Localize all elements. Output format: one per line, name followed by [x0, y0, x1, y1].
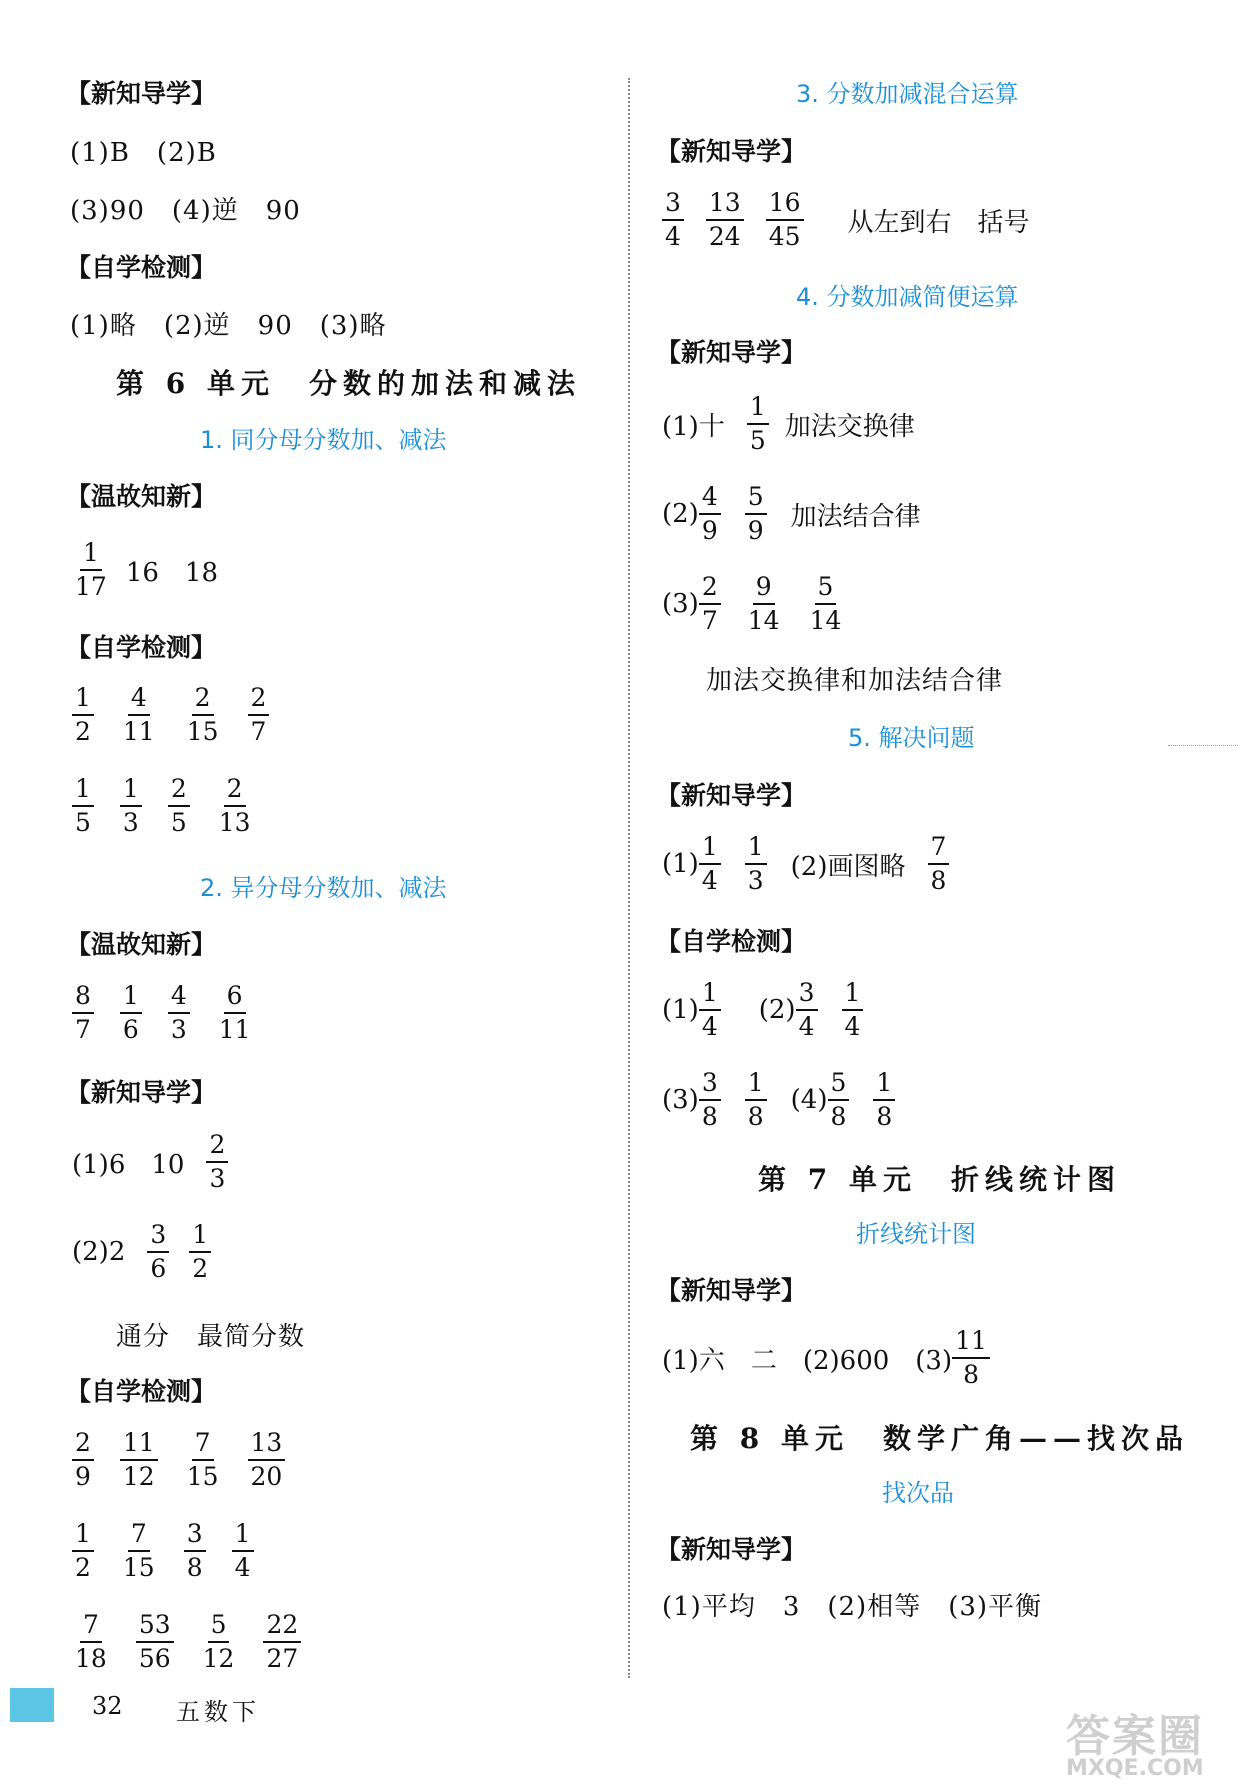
- lesson-title: 5. 解决问题: [848, 724, 975, 752]
- fraction: $\frac{2}{13}$: [218, 774, 251, 838]
- lesson-title: 1. 同分母分数加、减法: [200, 426, 447, 454]
- fraction: $\frac{13}{24}$: [706, 190, 744, 251]
- fraction: $\frac{1}{4}$: [842, 980, 864, 1041]
- answer-line: [72, 1222, 231, 1283]
- answer-line: (1)平均 3 (2)相等 (3)平衡: [662, 1592, 1043, 1622]
- section-header: 【新知导学】: [656, 781, 807, 810]
- answer-line: (3)90 (4)逆 90: [70, 196, 301, 226]
- fraction-row: [72, 983, 280, 1044]
- lesson-title: 3. 分数加减混合运算: [796, 80, 1019, 108]
- column-divider: [628, 78, 630, 1678]
- answer-text: (2): [662, 499, 699, 530]
- answer-text: (2): [758, 995, 796, 1026]
- fraction-row: [72, 1430, 311, 1491]
- fraction: $\frac{3}{4}$: [796, 980, 818, 1041]
- fraction: $\frac{4}{9}$: [699, 484, 721, 545]
- fraction: $\frac{2}{5}$: [168, 776, 190, 837]
- fraction: $\frac{11}{8}$: [952, 1328, 990, 1389]
- answer-line: [662, 834, 965, 895]
- fraction: $\frac{1}{2}$: [189, 1222, 211, 1283]
- unit-title: 第 6 单元 分数的加法和减法: [116, 367, 581, 400]
- fraction: $\frac{7}{8}$: [928, 834, 950, 895]
- fraction: $\frac{2}{3}$: [206, 1132, 228, 1193]
- fraction: $\frac{7}{15}$: [122, 1519, 155, 1583]
- fraction: $\frac{5}{12}$: [202, 1610, 235, 1674]
- fraction: $\frac{2}{9}$: [72, 1430, 94, 1491]
- fraction: $\frac{1}{2}$: [72, 1521, 94, 1582]
- answer-text: (1)六 二 (2)600 (3): [662, 1345, 953, 1376]
- section-header: 【自学检测】: [656, 927, 807, 956]
- answer-text: (4): [790, 1085, 828, 1116]
- fraction: $\frac{16}{45}$: [766, 190, 804, 251]
- fraction-row: [72, 1521, 280, 1582]
- fraction: $\frac{1}{5}$: [747, 394, 769, 455]
- fraction: $\frac{3}{6}$: [147, 1222, 169, 1283]
- section-header: 【新知导学】: [656, 338, 807, 367]
- section-header: 【自学检测】: [66, 633, 217, 662]
- answer-text: (1)十: [662, 411, 725, 442]
- answer-text: 从左到右 括号: [847, 207, 1030, 238]
- fraction: $\frac{2}{15}$: [186, 683, 219, 747]
- answer-line: [662, 1070, 919, 1131]
- fraction: $\frac{3}{4}$: [662, 190, 684, 251]
- section-header: 【新知导学】: [66, 79, 217, 108]
- answer-line: [662, 484, 921, 545]
- section-header: 【自学检测】: [66, 253, 217, 282]
- section-header: 【新知导学】: [66, 1078, 217, 1107]
- fraction-row: [72, 1612, 327, 1673]
- fraction-row: [72, 776, 280, 837]
- unit-title: 第 8 单元 数学广角——找次品: [690, 1422, 1189, 1455]
- section-header: 【温故知新】: [66, 930, 217, 959]
- answer-line: 加法交换律和加法结合律: [706, 666, 1004, 696]
- fraction: $\frac{9}{14}$: [747, 572, 780, 636]
- answer-line: [72, 540, 218, 601]
- fraction: $\frac{3}{8}$: [184, 1521, 206, 1582]
- lesson-title: 找次品: [882, 1479, 954, 1507]
- fraction: $\frac{3}{8}$: [699, 1070, 721, 1131]
- watermark-url: MXQE.COM: [1066, 1756, 1204, 1781]
- answer-text: 加法交换律: [784, 411, 915, 442]
- answer-text: (1)6 10: [72, 1149, 185, 1180]
- fraction: $\frac{5}{14}$: [809, 572, 842, 636]
- answer-line: [662, 980, 887, 1041]
- section-header: 【新知导学】: [656, 137, 807, 166]
- fraction: $\frac{11}{12}$: [120, 1430, 158, 1491]
- fraction: $\frac{1}{4}$: [232, 1521, 254, 1582]
- fraction: $\frac{8}{7}$: [72, 983, 94, 1044]
- page-number-tab: [10, 1688, 54, 1722]
- watermark-logo: 答案圈: [1066, 1711, 1204, 1762]
- fraction: $\frac{2}{7}$: [699, 574, 721, 635]
- fraction: $\frac{1}{8}$: [873, 1070, 895, 1131]
- answer-text: (3): [662, 589, 699, 620]
- fraction: $\frac{1}{3}$: [745, 834, 767, 895]
- fraction: $\frac{1}{4}$: [699, 980, 721, 1041]
- lesson-title: 2. 异分母分数加、减法: [200, 874, 447, 902]
- answer-line: [662, 394, 915, 455]
- answer-text: 16 18: [125, 557, 218, 588]
- fraction: $\frac{6}{11}$: [218, 981, 251, 1045]
- fraction: $\frac{5}{8}$: [828, 1070, 850, 1131]
- answer-text: (1): [662, 995, 699, 1026]
- answer-line: [662, 574, 868, 635]
- answer-line: [662, 190, 1030, 251]
- lesson-title: 4. 分数加减简便运算: [796, 283, 1019, 311]
- fraction: $\frac{53}{56}$: [136, 1612, 174, 1673]
- fraction: $\frac{7}{18}$: [75, 1610, 107, 1674]
- section-header: 【温故知新】: [66, 482, 217, 511]
- book-label: 五数下: [176, 1698, 260, 1726]
- fraction: $\frac{1}{17}$: [75, 538, 107, 602]
- page-number: 32: [92, 1692, 123, 1720]
- fraction: $\frac{1}{2}$: [72, 685, 94, 746]
- fraction: $\frac{1}{6}$: [120, 983, 142, 1044]
- lesson-title: 折线统计图: [856, 1220, 976, 1248]
- fraction: $\frac{4}{11}$: [122, 683, 155, 747]
- fraction: $\frac{2}{7}$: [248, 685, 270, 746]
- edge-mark: [1168, 745, 1238, 746]
- fraction-row: [72, 685, 295, 746]
- answer-line: [662, 1328, 1006, 1389]
- answer-line: 通分 最简分数: [116, 1322, 306, 1352]
- unit-title: 第 7 单元 折线统计图: [758, 1163, 1121, 1196]
- answer-text: (2)画图略: [790, 851, 906, 882]
- section-header: 【新知导学】: [656, 1535, 807, 1564]
- answer-line: (1)略 (2)逆 90 (3)略: [70, 311, 387, 341]
- fraction: $\frac{1}{8}$: [745, 1070, 767, 1131]
- fraction: $\frac{4}{3}$: [168, 983, 190, 1044]
- fraction: $\frac{1}{4}$: [699, 834, 721, 895]
- answer-text: (2)2: [72, 1237, 126, 1268]
- answer-line: [72, 1132, 244, 1193]
- fraction: $\frac{13}{20}$: [248, 1430, 286, 1491]
- section-header: 【自学检测】: [66, 1377, 217, 1406]
- fraction: $\frac{1}{3}$: [120, 776, 142, 837]
- answer-text: (3): [662, 1085, 699, 1116]
- fraction: $\frac{7}{15}$: [186, 1428, 219, 1492]
- answer-text: (1): [662, 849, 699, 880]
- fraction: $\frac{5}{9}$: [745, 484, 767, 545]
- fraction: $\frac{22}{27}$: [263, 1612, 301, 1673]
- answer-line: (1)B (2)B: [70, 138, 217, 168]
- section-header: 【新知导学】: [656, 1276, 807, 1305]
- answer-text: 加法结合律: [790, 501, 921, 532]
- fraction: $\frac{1}{5}$: [72, 776, 94, 837]
